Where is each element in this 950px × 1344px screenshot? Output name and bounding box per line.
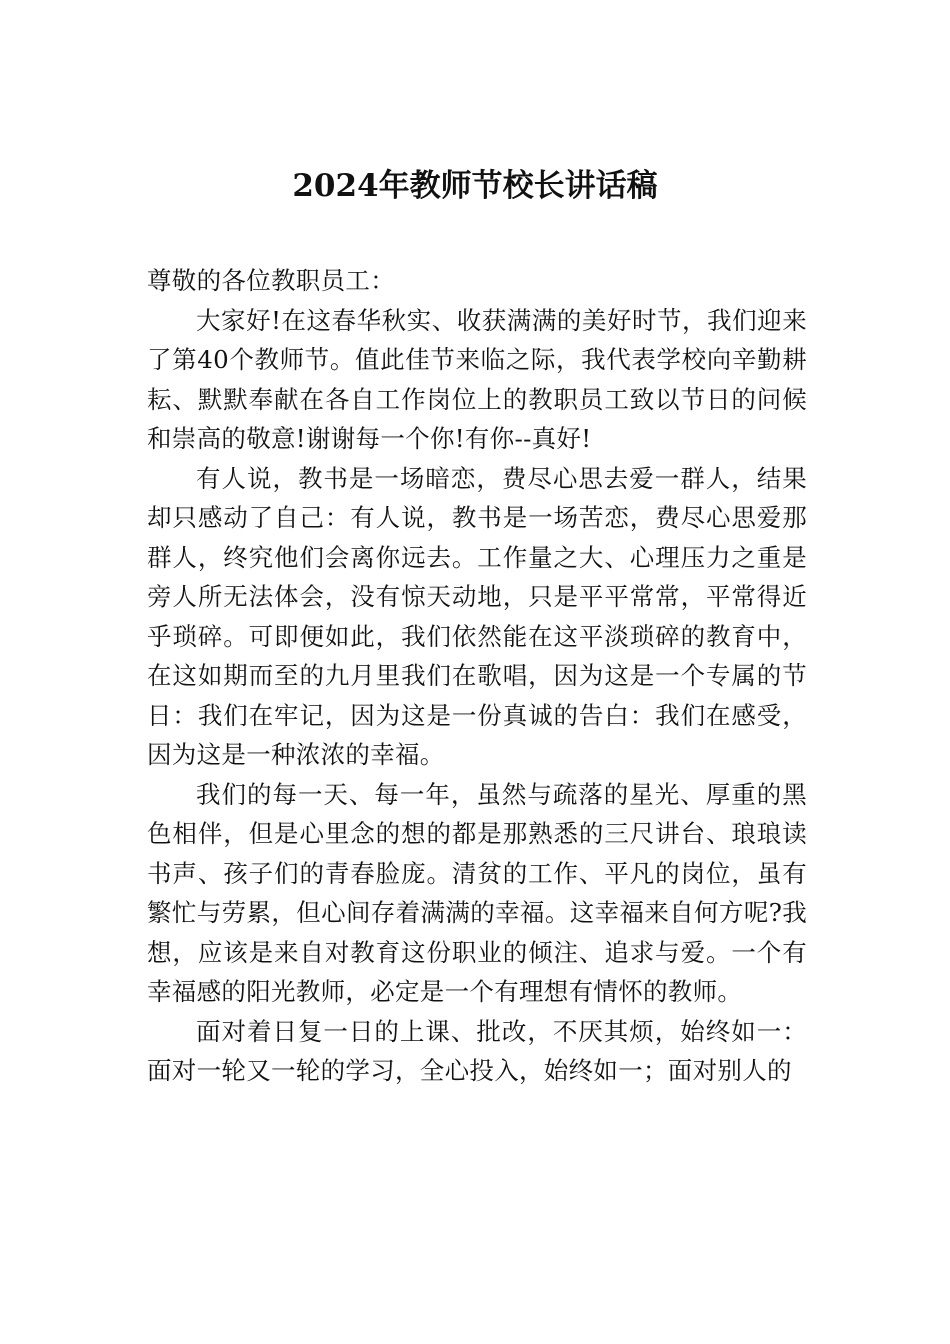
paragraph-teaching-love: 有人说，教书是一场暗恋，费尽心思去爱一群人，结果却只感动了自己：有人说，教书是一场苦恋，费尽心思爱那群人，终究他们会离你远去。工作量之大、心理压力之重是旁人所无法体会，没有惊天动地，只是平平常常，平常得近乎琐碎。可即便如此，我们依然能在这平淡琐碎的教育中，在这如期而至的九月里我们在歌唱，因为这是一个专属的节日：我们在牢记，因为这是一份真诚的告白：我们在感受，因为这是一种浓浓的幸福。 [147, 463, 807, 769]
paragraph-greeting: 大家好!在这春华秋实、收获满满的美好时节，我们迎来了第40个教师节。值此佳节来临之际，我代表学校向辛勤耕耘、默默奉献在各自工作岗位上的教职员工致以节日的问候和崇高的敬意!谢谢每一个你!有你--真好! [147, 305, 807, 453]
paragraph-persistence: 面对着日复一日的上课、批改，不厌其烦，始终如一：面对一轮又一轮的学习，全心投入，始终如一；面对别人的 [147, 1016, 807, 1085]
document-body [147, 261, 807, 1091]
salutation: 尊敬的各位教职员工： [147, 266, 395, 295]
document-title: 2024年教师节校长讲话稿 [292, 168, 658, 204]
paragraph-daily-happiness: 我们的每一天、每一年，虽然与疏落的星光、厚重的黑色相伴，但是心里念的想的都是那熟悉的三尺讲台、琅琅读书声、孩子们的青春脸庞。清贫的工作、平凡的岗位，虽有繁忙与劳累，但心间存着满满的幸福。这幸福来自何方呢?我想，应该是来自对教育这份职业的倾注、追求与爱。一个有幸福感的阳光教师，必定是一个有理想有情怀的教师。 [147, 779, 807, 1006]
